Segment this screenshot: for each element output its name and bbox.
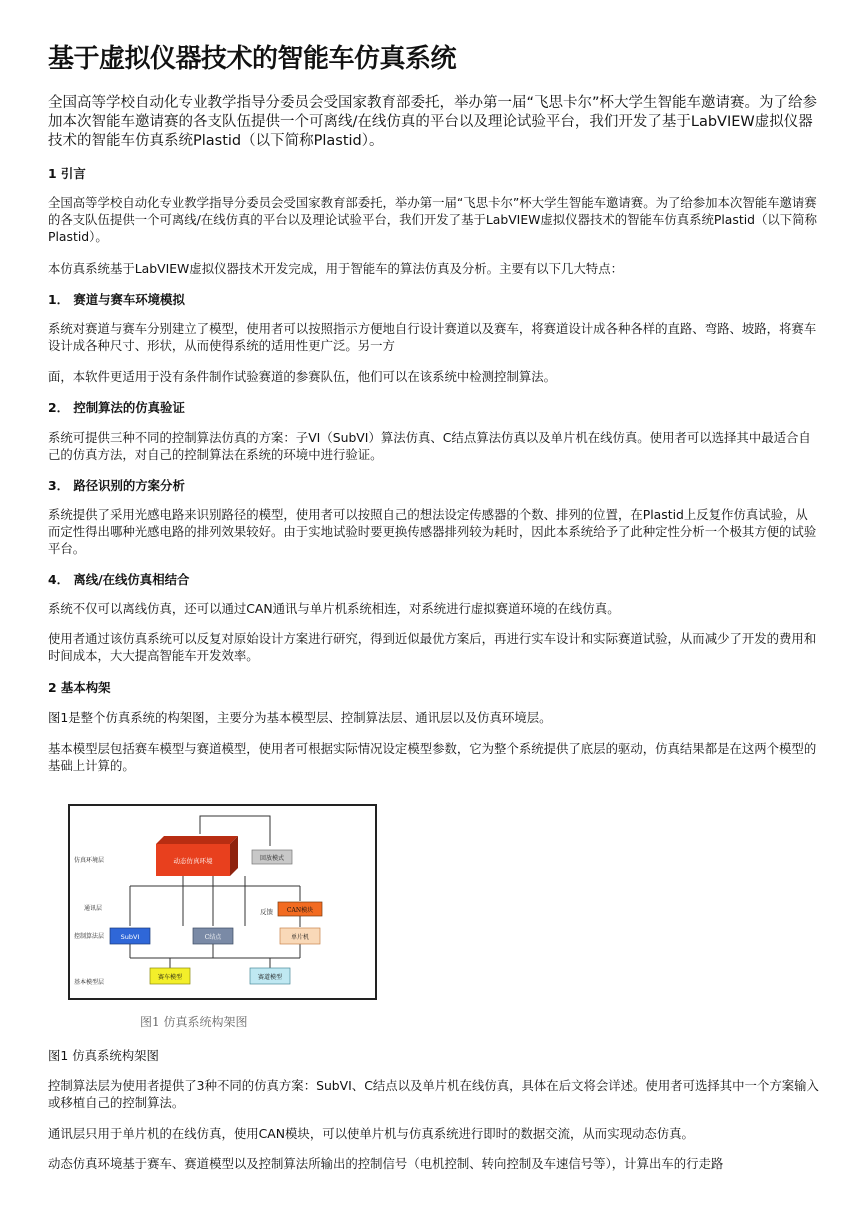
paragraph: 动态仿真环境基于赛车、赛道模型以及控制算法所输出的控制信号（电机控制、转向控制及车速信号等），计算出车的行走路 bbox=[48, 1156, 724, 1171]
car-model-label: 赛车模型 bbox=[157, 974, 183, 981]
section-heading-architecture: 2 基本构架 bbox=[48, 680, 111, 695]
paragraph: 本仿真系统基于LabVIEW虚拟仪器技术开发完成，用于智能车的算法仿真及分析。主要有以下几大特点： bbox=[48, 261, 623, 276]
subvi-label: SubVI bbox=[120, 933, 140, 941]
layer-label-env: 仿真环境层 bbox=[74, 857, 105, 864]
feature-heading-3: 3． 路径识别的方案分析 bbox=[48, 478, 185, 493]
layer-label-ctrl: 控制算法层 bbox=[74, 933, 105, 940]
figure-image-caption: 图1 仿真系统构架图 bbox=[140, 1015, 248, 1029]
mcu-label: 单片机 bbox=[290, 934, 310, 941]
feedback-label: 反馈 bbox=[260, 908, 273, 916]
paragraph: 系统提供了采用光感电路来识别路径的模型，使用者可以按照自己的想法设定传感器的个数、排列的位置，在Plastid上反复作仿真试验，从而定性得出哪种光感电路的排列效果较好。由于实地试验时要更换传感器排列较为耗时，因此本系统给予了此种定性分析一个极其方便的试验平台。 bbox=[48, 507, 817, 556]
architecture-diagram bbox=[68, 804, 377, 1000]
feature-heading-2: 2． 控制算法的仿真验证 bbox=[48, 400, 185, 415]
paragraph: 图1是整个仿真系统的构架图，主要分为基本模型层、控制算法层、通讯层以及仿真环境层。 bbox=[48, 710, 552, 725]
figure-caption: 图1 仿真系统构架图 bbox=[48, 1048, 159, 1063]
paragraph: 全国高等学校自动化专业教学指导分委员会受国家教育部委托，举办第一届“飞思卡尔”杯大学生智能车邀请赛。为了给参加本次智能车邀请赛的各支队伍提供一个可离线/在线仿真的平台以及理论试验平台，我们开发了基于LabVIEW虚拟仪器技术的智能车仿真系统Plastid（以下简称Plastid）。 bbox=[48, 195, 817, 244]
paragraph: 控制算法层为使用者提供了3种不同的仿真方案：SubVI、C结点以及单片机在线仿真，具体在后文将会详述。使用者可选择其中一个方案输入或移植自己的控制算法。 bbox=[48, 1078, 819, 1110]
intro-paragraph: 全国高等学校自动化专业教学指导分委员会受国家教育部委托，举办第一届“飞思卡尔”杯大学生智能车邀请赛。为了给参加本次智能车邀请赛的各支队伍提供一个可离线/在线仿真的平台以及理论试验平台，我们开发了基于LabVIEW虚拟仪器技术的智能车仿真系统Plastid（以下简称Plastid）。 bbox=[48, 95, 818, 149]
paragraph: 系统对赛道与赛车分别建立了模型，使用者可以按照指示方便地自行设计赛道以及赛车，将赛道设计成各种各样的直路、弯路、坡路，将赛车设计成各种尺寸、形状，从而使得系统的适用性更广泛。另一方 bbox=[48, 321, 817, 353]
feature-heading-4: 4． 离线/在线仿真相结合 bbox=[48, 572, 190, 587]
dynamic-env-label: 动态仿真环境 bbox=[173, 857, 213, 865]
paragraph: 系统可提供三种不同的控制算法仿真的方案：子VI（SubVI）算法仿真、C结点算法仿真以及单片机在线仿真。使用者可以选择其中最适合自己的仿真方法，对自己的控制算法在系统的环境中进行验证。 bbox=[48, 430, 811, 462]
cnode-label: C结点 bbox=[204, 934, 222, 941]
feature-heading-1: 1． 赛道与赛车环境模拟 bbox=[48, 292, 185, 307]
paragraph: 系统不仅可以离线仿真，还可以通过CAN通讯与单片机系统相连，对系统进行虚拟赛道环境的在线仿真。 bbox=[48, 601, 620, 616]
layer-label-comm: 通讯层 bbox=[84, 905, 103, 912]
box-top-face bbox=[156, 836, 238, 844]
paragraph: 通讯层只用于单片机的在线仿真，使用CAN模块，可以使单片机与仿真系统进行即时的数据交流，从而实现动态仿真。 bbox=[48, 1126, 694, 1141]
track-model-label: 赛道模型 bbox=[257, 974, 283, 981]
paragraph: 使用者通过该仿真系统可以反复对原始设计方案进行研究，得到近似最优方案后，再进行实车设计和实际赛道试验，从而减少了开发的费用和时间成本，大大提高智能车开发效率。 bbox=[48, 631, 817, 663]
section-heading-intro: 1 引言 bbox=[48, 166, 86, 181]
page-title: 基于虚拟仪器技术的智能车仿真系统 bbox=[48, 44, 457, 74]
paragraph: 基本模型层包括赛车模型与赛道模型，使用者可根据实际情况设定模型参数，它为整个系统提供了底层的驱动，仿真结果都是在这两个模型的基础上计算的。 bbox=[48, 741, 817, 773]
can-module-label: CAN模块 bbox=[286, 907, 314, 914]
paragraph: 面，本软件更适用于没有条件制作试验赛道的参赛队伍，他们可以在该系统中检测控制算法。 bbox=[48, 369, 557, 384]
layer-label-base: 基本模型层 bbox=[74, 979, 105, 986]
replay-label: 回放模式 bbox=[259, 855, 285, 862]
